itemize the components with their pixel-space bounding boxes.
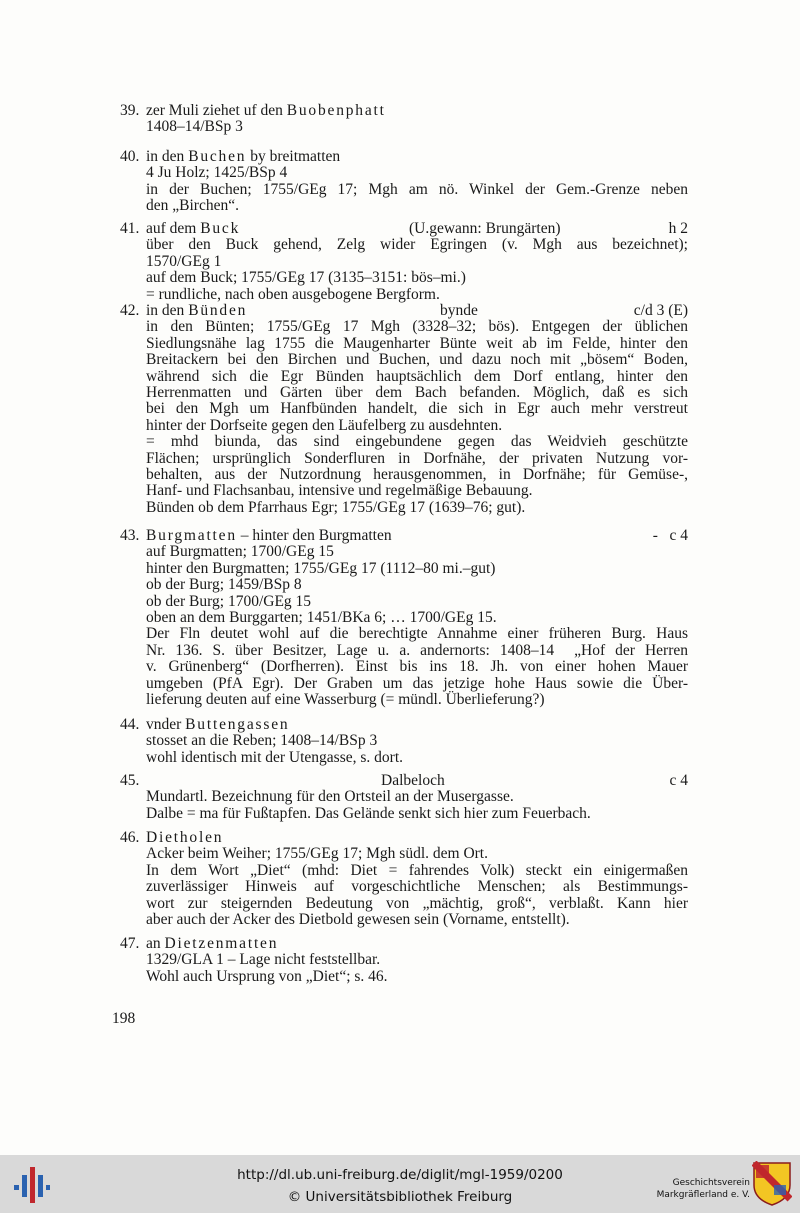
map-grid-ref: - c 4 [652,527,688,544]
entry-line: hinter der Dorfseite gegen den Läufelberg zu ausdehnten. [146,416,503,434]
entry-45 [120,773,688,822]
entry-line: Acker beim Weiher; 1755/GEg 17; Mgh südl. dem Ort. [146,845,488,863]
coat-of-arms-icon [752,1161,792,1207]
entry-suffix: – hinter den Burgmatten [236,527,392,544]
entry-line: zuverlässiger Hinweis auf vorgeschichtliche Menschen; als Bestimmungs- [146,878,688,896]
entry-line: 1329/GLA 1 – Lage nicht feststellbar. [146,951,381,969]
field-name: Bünden [188,302,248,319]
dialect-form: (U.gewann: Brungärten) [409,220,561,237]
entry-prefix: in den [146,148,189,165]
entry-line: in der Buchen; 1755/GEg 17; Mgh am nö. Winkel der Gem.-Grenze neben [146,180,688,198]
entry-line: Dalbe = ma für Fußtapfen. Das Gelände senkt sich hier zum Feuerbach. [146,804,591,822]
society-name-line2: Markgräflerland e. V. [656,1190,750,1200]
entry-number: 41. [120,220,140,237]
map-grid-ref: c/d 3 (E) [633,302,688,319]
map-grid-ref: h 2 [668,220,688,237]
field-name: Dietzenmatten [164,935,279,952]
entry-line: wort zur steigernden Bedeutung von „mächtig, groß“, verblaßt. Kann hier [146,894,688,912]
field-name: Buobenphatt [286,102,386,119]
entry-number: 47. [120,935,140,952]
map-grid-ref: c 4 [669,772,688,789]
copyright-notice: © Universitätsbibliothek Freiburg [287,1189,513,1205]
society-name-line1: Geschichtsverein [672,1178,750,1188]
entry-line: 1408–14/BSp 3 [146,118,243,136]
entry-line: = rundliche, nach oben ausgebogene Bergform. [146,285,440,303]
viewer-footer [0,1155,800,1213]
entry-line: Herrenmatten und Gärten über dem Bach befanden. Möglich, daß es sich [146,384,688,402]
entry-line: Der Fln deutet wohl auf die berechtigte Annahme einer früheren Burg. Haus [146,625,688,643]
society-name [642,1177,750,1201]
entry-line: auf Burgmatten; 1700/GEg 15 [146,543,334,561]
entry-43 [120,528,688,708]
entry-prefix: an [146,935,165,952]
entry-prefix: zer Muli ziehet uf den [146,102,287,119]
entry-line: Siedlungsnähe lag 1755 die Maugenharter Bünte weit ab im Felde, hinter den [146,334,688,352]
entry-prefix: vnder [146,716,186,733]
entry-line: während sich die Egr Bünden hauptsächlich dem Dorf entlang, hinter den [146,367,688,385]
entry-40 [120,149,688,215]
entry-line: umgeben (PfA Egr). Der Graben um das jetzige hohe Haus sowie die Über- [146,674,688,692]
entry-line: ob der Burg; 1459/BSp 8 [146,576,302,594]
entry-number: 40. [120,148,140,165]
entry-line: Mundartl. Bezeichnung für den Ortsteil an der Musergasse. [146,788,514,806]
entry-line: In dem Wort „Diet“ (mhd: Diet = fahrendes Volk) steckt ein einigermaßen [146,861,688,879]
entry-42 [120,303,688,516]
entry-prefix: auf dem [146,220,201,237]
entry-line: aber auch der Acker des Dietbold gewesen sein (Vorname, entstellt). [146,911,570,929]
page-number: 198 [112,1010,136,1027]
field-name: Burgmatten [146,527,237,544]
entry-prefix: in den [146,302,189,319]
field-name: Buck [200,220,241,237]
entry-line: Flächen; ursprünglich Sonderfluren in Dorfnähe, der privaten Nutzung vor- [146,449,688,467]
entry-line: in den Bünten; 1755/GEg 17 Mgh (3328–32; bös). Entgegen der üblichen [146,318,688,336]
entry-line: oben an dem Burggarten; 1451/BKa 6; … 1700/GEg 15. [146,609,497,627]
entry-number: 44. [120,716,140,733]
entry-line: ob der Burg; 1700/GEg 15 [146,592,312,610]
dialect-form: bynde [440,302,478,319]
field-name: Dietholen [146,829,224,846]
entry-47 [120,936,688,985]
entry-line: v. Grünenberg“ (Dorfherren). Einst bis ins 18. Jh. von einer hohen Mauer [146,658,688,676]
entry-number: 46. [120,829,140,846]
entry-46 [120,830,688,928]
entry-line: 4 Ju Holz; 1425/BSp 4 [146,164,288,182]
entry-line: Wohl auch Ursprung von „Diet“; s. 46. [146,967,388,985]
document-url-link[interactable]: http://dl.ub.uni-freiburg.de/diglit/mgl-1959/0200 [237,1167,563,1183]
entry-line: Bünden ob dem Pfarrhaus Egr; 1755/GEg 17 (1639–76; gut). [146,498,526,516]
entry-line: bei den Mgh um Hanfbünden handelt, die sich in Egr auch mehr verstreut [146,400,688,418]
entry-line: behalten, aus der Nutzordnung herausgenommen, in Dorfnähe; für Gemüse-, [146,466,688,484]
entry-number: 42. [120,302,140,319]
entry-line: den „Birchen“. [146,197,239,215]
entry-line: stosset an die Reben; 1408–14/BSp 3 [146,732,378,750]
entry-suffix: by breitmatten [246,148,341,165]
entry-line: = mhd biunda, das sind eingebundene gegen das Weidvieh geschützte [146,433,688,451]
entry-44 [120,717,688,766]
entry-line: wohl identisch mit der Utengasse, s. dort. [146,748,403,766]
entry-line: Hanf- und Flachsanbau, intensive und regelmäßige Bebauung. [146,482,533,500]
entry-line: auf dem Buck; 1755/GEg 17 (3135–3151: bös–mi.) [146,269,466,287]
entry-41 [120,221,688,303]
entry-number: 39. [120,102,140,119]
field-name: Buttengassen [185,716,290,733]
entry-39 [120,103,688,136]
entry-number: 45. [120,772,140,789]
field-name: Buchen [188,148,247,165]
entry-line: Breitackern bei den Birchen und Buchen, und dazu noch mit „bösem“ Boden, [146,351,688,369]
entry-line: über den Buck gehend, Zelg wider Egringen (v. Mgh aus bezeichnet); [146,236,688,254]
entry-line: lieferung deuten auf eine Wasserburg (= mündl. Überlieferung?) [146,691,545,709]
entry-line: hinter den Burgmatten; 1755/GEg 17 (1112–80 mi.–gut) [146,559,496,577]
field-name: Dalbeloch [381,772,445,789]
entry-number: 43. [120,527,140,544]
entry-line: Nr. 136. S. über Besitzer, Lage u. a. andernorts: 1408–14 „Hof der Herren [146,641,688,659]
entry-line: 1570/GEg 1 [146,252,222,270]
